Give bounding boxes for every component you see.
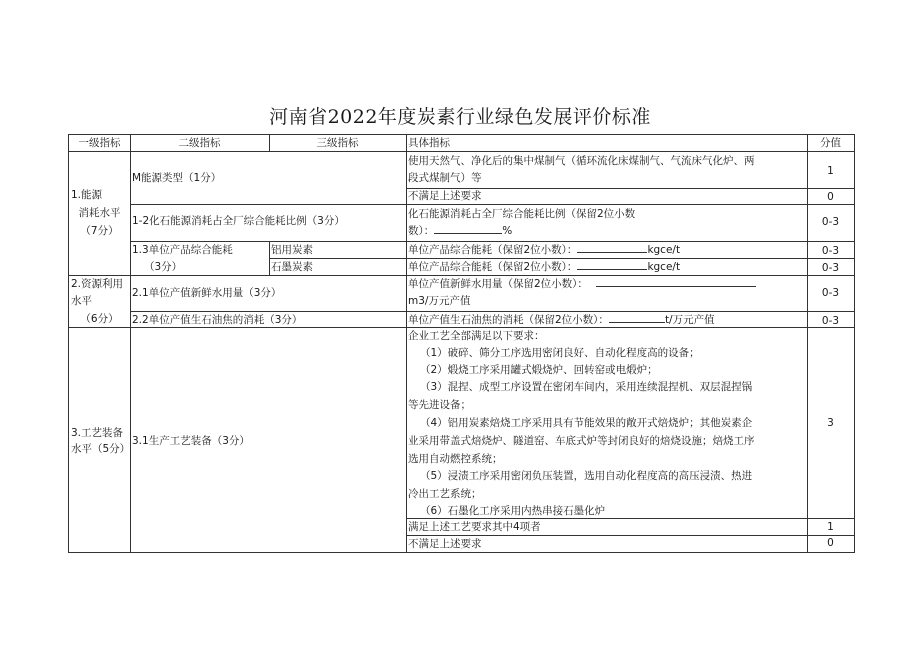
section3-line-6: 业采用带盖式焙烧炉、隧道窑、车底式炉等封闭良好的焙烧设施；焙烧工序 (408, 435, 755, 447)
section1-row3-sub-b: 石墨炭素 (271, 261, 313, 273)
section3-line-8: （5）浸渍工序采用密闭负压装置，选用自动化程度高的高压浸渍、热进 (420, 470, 753, 482)
header-level3: 三级指标 (316, 137, 359, 149)
section3-line-2: （2）煅烧工序采用罐式煅烧炉、回转窑或电煅炉； (420, 364, 658, 376)
section3-line-7: 选用自动燃控系统； (408, 453, 503, 465)
section3-line-3: （3）混捏、成型工序设置在密闭车间内，采用连续混捏机、双层混捏锅 (420, 381, 753, 393)
section1-row1-detail-line1: 使用天然气、净化后的集中煤制气（循环流化床煤制气、气流床气化炉、两 (408, 155, 755, 167)
evaluation-table (68, 134, 855, 553)
section2-row1-detail-line2: m3/万元产值 (408, 295, 471, 307)
section3-detail-b: 满足上述工艺要求其中4项者 (408, 521, 541, 533)
section1-row2-score: 0-3 (821, 216, 840, 228)
section2-level1-line1: 2.资源利用 (71, 278, 124, 290)
section2-level1-line3: （6分） (80, 313, 119, 325)
section2-level1-line2: 水平 (71, 295, 92, 307)
fill-in-blank (577, 242, 647, 253)
header-level1: 一级指标 (78, 137, 121, 149)
section3-line-10: （6）石墨化工序采用内热串接石墨化炉 (420, 505, 606, 517)
section1-row1-detail-b: 不满足上述要求 (408, 190, 482, 202)
header-score: 分值 (820, 137, 841, 149)
section1-row1-level2: M能源类型（1分） (132, 172, 222, 184)
section3-line-5: （4）铝用炭素焙烧工序采用具有节能效果的敞开式焙烧炉；其他炭素企 (420, 417, 753, 429)
section1-row2-detail-line1: 化石能源消耗占全厂综合能耗比例（保留2位小数 (408, 208, 636, 220)
section1-row3-score-a: 0-3 (821, 245, 840, 257)
header-detail: 具体指标 (408, 137, 450, 149)
section1-level1-line3: （7分） (80, 225, 119, 237)
section1-row3-detail-a: 单位产品综合能耗（保留2位小数）： kgce/t (408, 244, 681, 256)
fill-in-blank (609, 312, 665, 323)
section1-row3-detail-b: 单位产品综合能耗（保留2位小数）： kgce/t (408, 261, 681, 273)
section3-line-0: 企业工艺全部满足以下要求： (408, 330, 545, 342)
section1-row1-detail-line2: 段式煤制气）等 (408, 172, 482, 184)
section3-level2: 3.1生产工艺装备（3分） (132, 435, 250, 447)
section1-row2-level2: 1-2化石能源消耗占全厂综合能耗比例（3分） (132, 215, 345, 227)
section1-row2-detail-line2: 数）： % (408, 225, 513, 237)
fill-in-blank (577, 259, 647, 270)
section1-row3-level2-line1: 1.3单位产品综合能耗 (132, 244, 233, 256)
section2-row1-detail-line1: 单位产值新鲜水用量（保留2位小数）： (406, 276, 807, 292)
section3-level1-line2: 水平（5分） (71, 443, 131, 455)
fill-in-blank (596, 276, 756, 287)
section1-level1-line2: 消耗水平 (78, 207, 121, 219)
section2-row1-score: 0-3 (821, 287, 840, 299)
section2-row2-score: 0-3 (821, 315, 840, 327)
section2-row2-level2: 2.2单位产值生石油焦的消耗（3分） (132, 314, 303, 326)
header-level2: 二级指标 (178, 137, 221, 149)
section3-line-1: （1）破碎、筛分工序选用密闭良好、自动化程度高的设备； (420, 347, 700, 359)
section3-score-a: 3 (827, 417, 834, 429)
section2-row1-level2: 2.1单位产值新鲜水用量（3分） (132, 287, 282, 299)
section2-row2-detail: 单位产值生石油焦的消耗（保留2位小数）： t/万元产值 (408, 314, 715, 326)
section3-line-9: 冷出工艺系统； (408, 488, 482, 500)
page-title: 河南省2022年度炭素行业绿色发展评价标准 (269, 106, 651, 128)
section1-row3-sub-a: 铝用炭素 (271, 244, 313, 256)
section1-row3-level2-line2: （3分） (144, 261, 183, 273)
fill-in-blank (434, 223, 502, 234)
section3-score-b: 1 (827, 521, 834, 533)
section3-level1-line1: 3.工艺装备 (71, 427, 124, 439)
section1-row1-score-a: 1 (827, 165, 834, 177)
section1-row1-score-b: 0 (827, 191, 834, 203)
section1-row3-score-b: 0-3 (821, 262, 840, 274)
section1-level1-line1: 1.能源 (71, 189, 103, 201)
section3-score-c: 0 (827, 537, 834, 549)
section3-line-4: 等先进设备； (408, 399, 471, 411)
section3-detail-c: 不满足上述要求 (408, 538, 482, 550)
